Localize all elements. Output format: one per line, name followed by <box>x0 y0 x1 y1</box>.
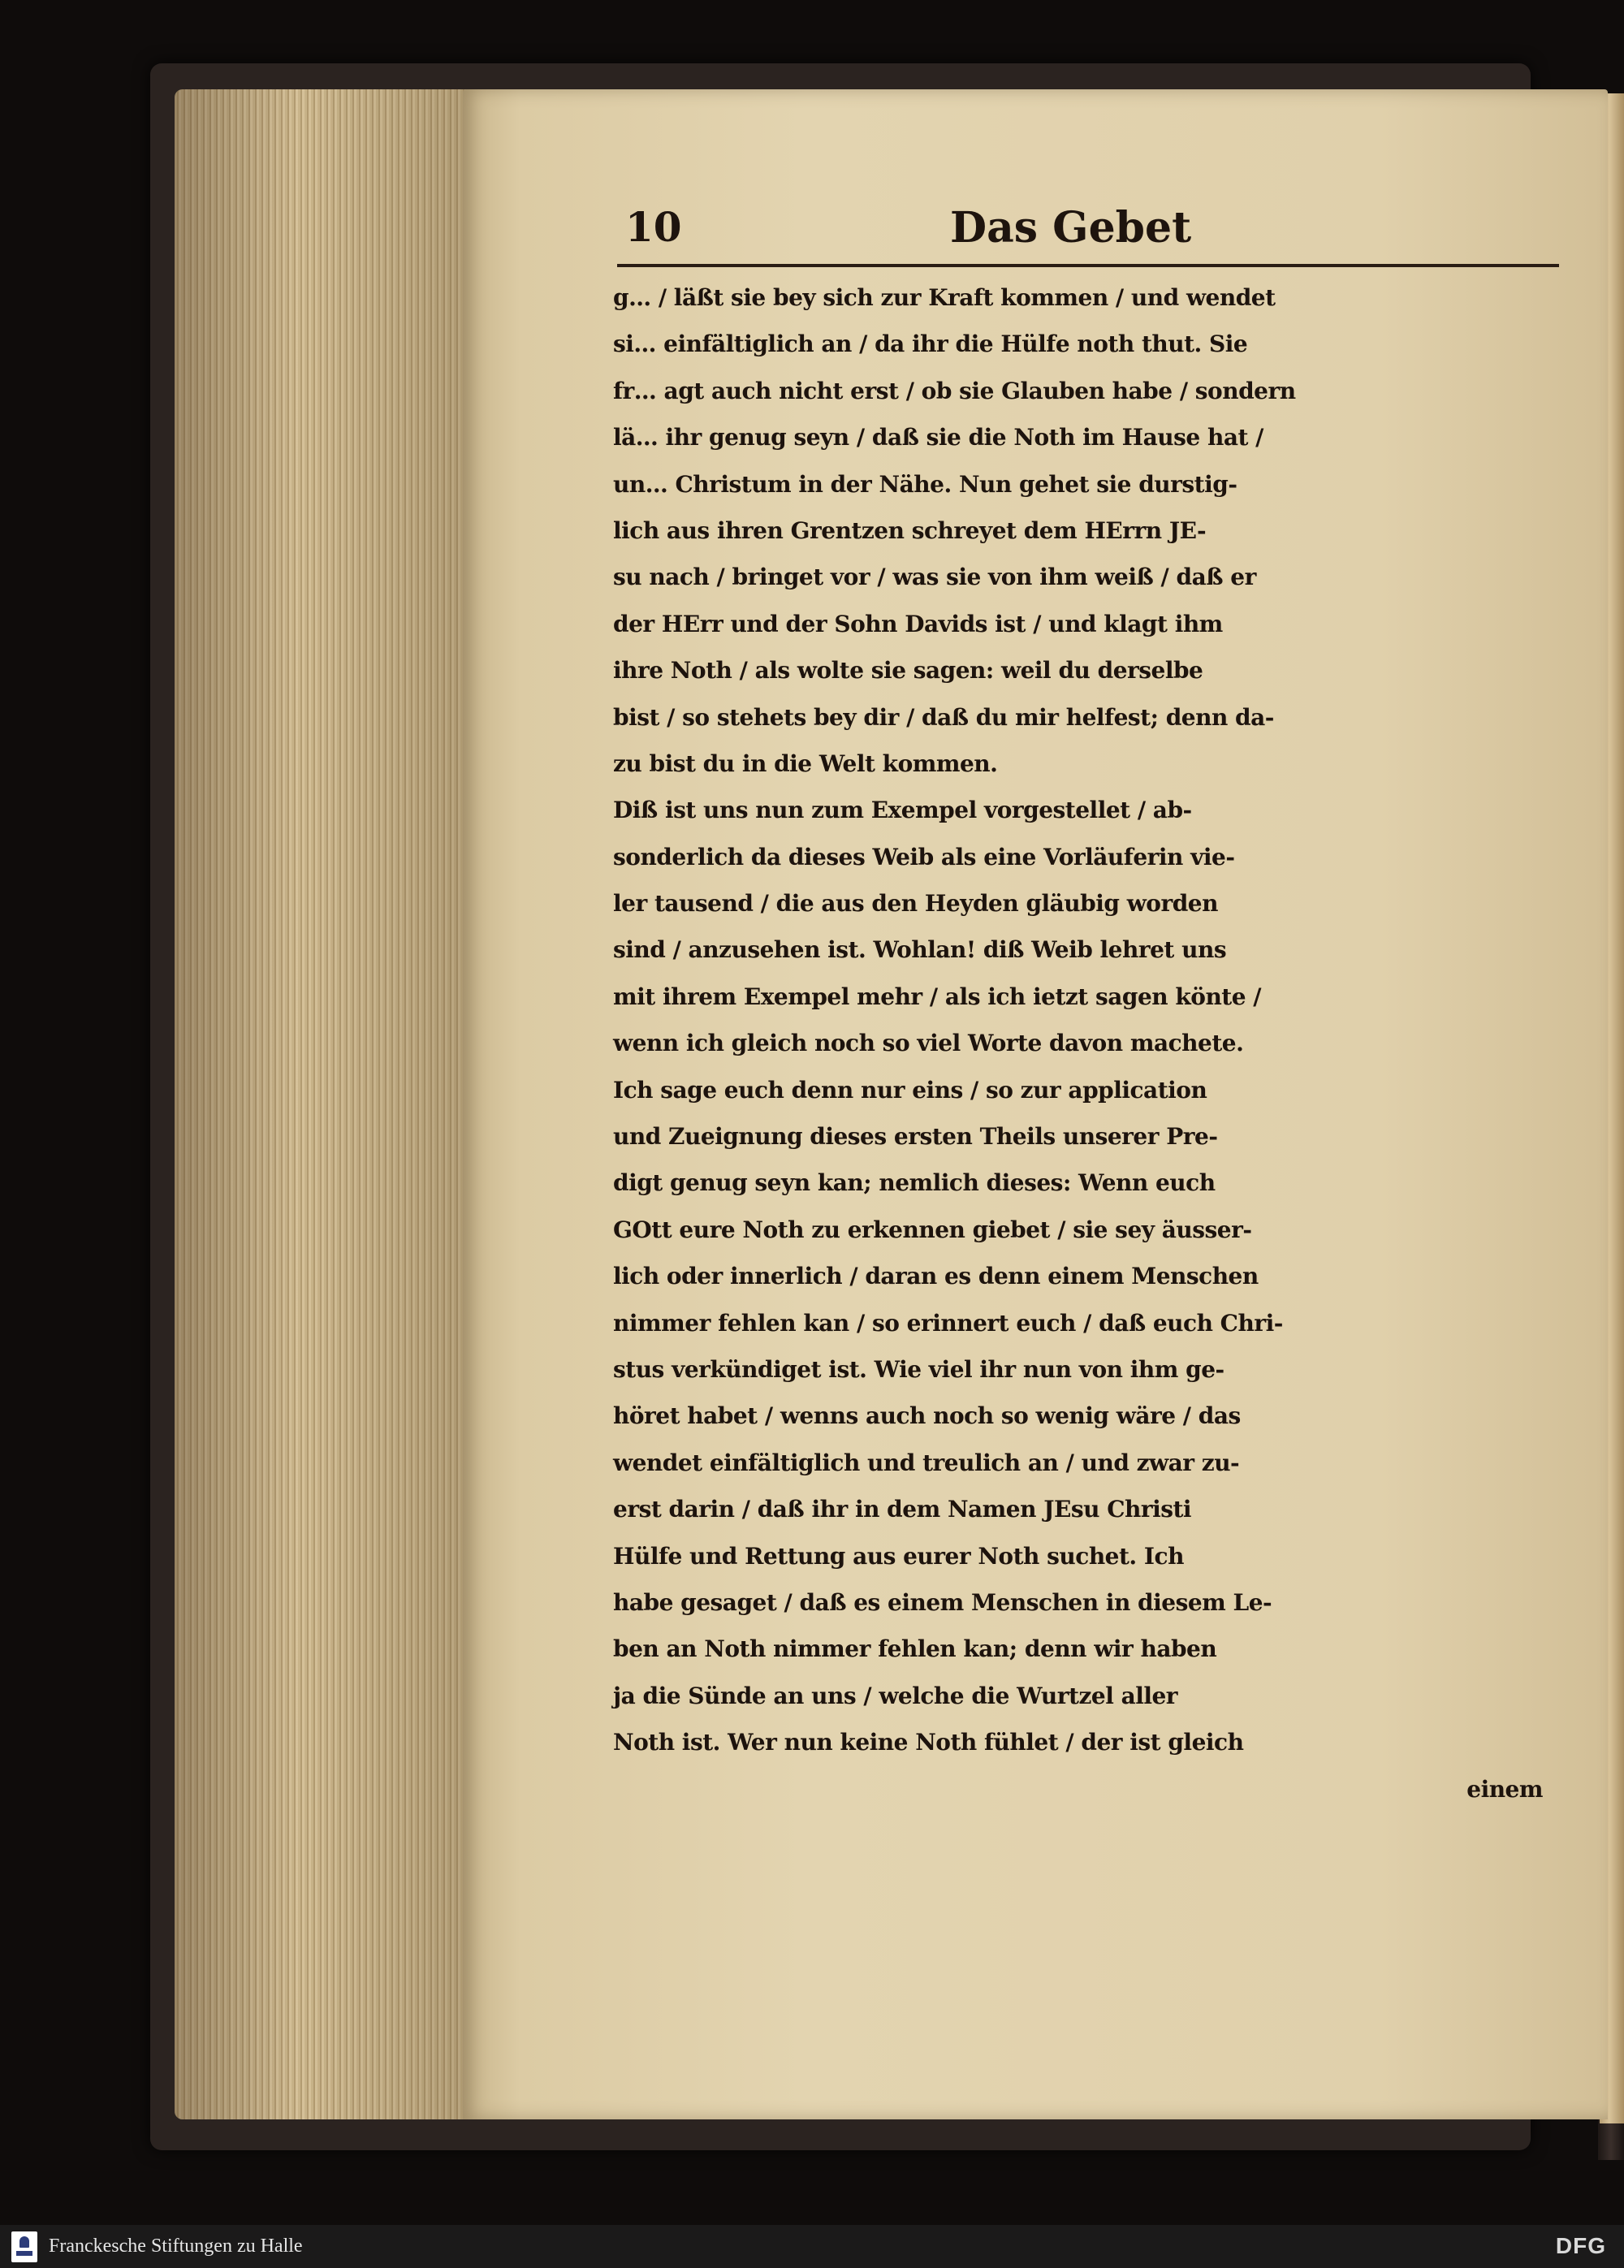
text-line: und Zueignung dieses ersten Theils unserer Pre- <box>613 1123 1218 1151</box>
text-line: stus verkündiget ist. Wie viel ihr nun von ihm ge- <box>613 1355 1224 1383</box>
text-line: si… einfältiglich an / da ihr die Hülfe noth thut. Sie <box>613 330 1248 358</box>
institution-logo-icon <box>11 2231 37 2262</box>
text-line: Ich sage euch denn nur eins / so zur application <box>613 1076 1207 1104</box>
text-line: erst darin / daß ihr in dem Namen JEsu Christi <box>613 1496 1192 1523</box>
text-line: digt genug seyn kan; nemlich dieses: Wenn euch <box>613 1169 1216 1197</box>
text-line: lich aus ihren Grentzen schreyet dem HErrn JE- <box>613 516 1207 544</box>
text-line: Hülfe und Rettung aus eurer Noth suchet. Ich <box>613 1542 1184 1570</box>
text-line: ihre Noth / als wolte sie sagen: weil du derselbe <box>613 657 1203 685</box>
text-line: Noth ist. Wer nun keine Noth fühlet / der ist gleich <box>613 1729 1244 1756</box>
viewer-footer <box>0 2225 1624 2268</box>
running-head <box>625 203 1575 260</box>
text-line: ja die Sünde an uns / welche die Wurtzel aller <box>613 1682 1178 1709</box>
page-text <box>613 274 1563 1812</box>
text-line: höret habet / wenns auch noch so wenig wäre / das <box>613 1402 1241 1430</box>
text-line: zu bist du in die Welt kommen. <box>613 750 998 777</box>
header-rule <box>617 264 1559 267</box>
text-line: g… / läßt sie bey sich zur Kraft kommen / und wendet <box>613 284 1276 311</box>
text-line: fr… agt auch nicht erst / ob sie Glauben habe / sondern <box>613 377 1296 404</box>
page-number: 10 <box>625 203 682 251</box>
text-line: lich oder innerlich / daran es denn einem Menschen <box>613 1263 1259 1290</box>
text-line: der HErr und der Sohn Davids ist / und klagt ihm <box>613 610 1223 637</box>
catchword: einem <box>1466 1775 1543 1803</box>
text-line: sind / anzusehen ist. Wohlan! diß Weib lehret uns <box>613 936 1227 964</box>
text-line: sonderlich da dieses Weib als eine Vorläuferin vie- <box>613 843 1235 870</box>
text-line: mit ihrem Exempel mehr / als ich ietzt sagen könte / <box>613 983 1262 1010</box>
institution-name: Franckesche Stiftungen zu Halle <box>49 2236 303 2257</box>
text-line: GOtt eure Noth zu erkennen giebet / sie sey äusser- <box>613 1216 1252 1243</box>
text-line: Diß ist uns nun zum Exempel vorgestellet / ab- <box>613 797 1192 824</box>
text-line: un… Christum in der Nähe. Nun gehet sie durstig- <box>613 470 1237 498</box>
text-line: nimmer fehlen kan / so erinnert euch / daß euch Chri- <box>613 1309 1283 1337</box>
text-line: lä… ihr genug seyn / daß sie die Noth im Hause hat / <box>613 424 1263 451</box>
page-stack-shadow <box>175 89 483 2119</box>
text-line: ler tausend / die aus den Heyden gläubig worden <box>613 890 1218 918</box>
running-title: Das Gebet <box>950 203 1192 253</box>
text-line: ben an Noth nimmer fehlen kan; denn wir haben <box>613 1635 1217 1663</box>
text-line: su nach / bringet vor / was sie von ihm weiß / daß er <box>613 564 1256 591</box>
text-line: habe gesaget / daß es einem Menschen in diesem Le- <box>613 1588 1272 1616</box>
text-line: wenn ich gleich noch so viel Worte davon machete. <box>613 1030 1244 1057</box>
text-line: wendet einfältiglich und treulich an / und zwar zu- <box>613 1449 1240 1476</box>
funder-logo: DFG <box>1555 2233 1606 2258</box>
text-line: bist / so stehets bey dir / daß du mir helfest; denn da- <box>613 703 1274 731</box>
